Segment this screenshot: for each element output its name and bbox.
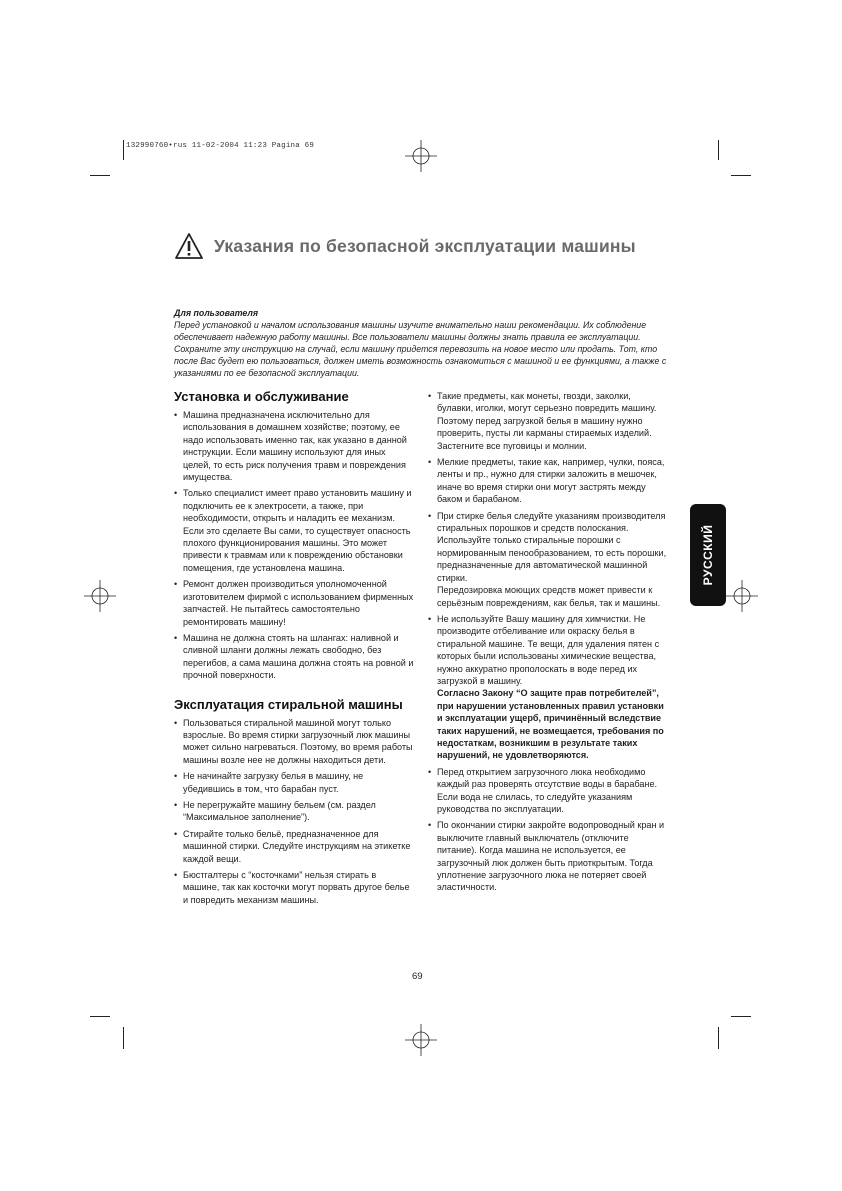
list-item: [174, 799, 414, 824]
section-title-installation: Установка и обслуживание: [174, 389, 349, 404]
bullet-icon: •: [428, 457, 432, 468]
consumer-law-notice: Согласно Закону “О защите прав потребителей”, при нарушении установленных правил установки и эксплуатации ущерб, причинённый вследствие таких нарушений, не возмещается, требования по недостаткам, возникшим в результате таких нарушений, не удовлетворяются.: [437, 688, 664, 761]
print-slug: 132990760•rus 11-02-2004 11:23 Pagina 69: [126, 142, 315, 150]
page-header: [174, 232, 636, 260]
bullet-icon: •: [174, 828, 178, 839]
registration-mark-icon: [726, 580, 758, 612]
list-item-text: При стирке белья следуйте указаниям производителя стиральных порошков и средств полоскания. Используйте только стиральные порошки с нормированным пенообразованием, то есть порошки, предназначенные для автоматической машинной стирки.: [437, 510, 667, 583]
warning-triangle-icon: [174, 232, 204, 260]
registration-mark-icon: [405, 140, 437, 172]
list-item: [174, 828, 414, 865]
list-item-extra: Если это сделаете Вы сами, то существует опасность плохого функционирования машины. Это может привести к травмам или к повреждению обстановки помещения, где установлена машина.: [183, 525, 411, 573]
bullet-icon: •: [428, 613, 432, 624]
bullet-icon: •: [428, 510, 432, 521]
crop-mark-bottom-left-h: [90, 1016, 110, 1017]
list-item-text: Мелкие предметы, такие как, например, чулки, пояса, ленты и пр., нужно для стирки заложить в мешочек, иначе во время стирки они могут застрять между баком и барабаном.: [437, 457, 665, 505]
language-tab: [690, 504, 726, 606]
list-item: [174, 869, 414, 906]
page-number: 69: [412, 971, 423, 982]
list-item-text: Не перегружайте машину бельем (см. раздел “Максимальное заполнение”).: [183, 799, 376, 823]
crop-mark-top-left-h: [90, 175, 110, 176]
bullet-icon: •: [174, 771, 178, 782]
crop-mark-top-left-v: [123, 140, 124, 160]
list-item-extra: Передозировка моющих средств может привести к серьёзным повреждениям, как белья, так и машины.: [437, 585, 661, 608]
list-item-text: Только специалист имеет право установить машину и подключить ее к электросети, а также, при необходимости, открыть и наладить ее механизм.: [183, 488, 412, 524]
list-item-text: Не используйте Вашу машину для химчистки. Не производите отбеливание или окраску белья в стиральной машине. Те вещи, для удаления пятен с которых были использованы химические вещества, нужно аккуратно прополоскать в воде перед их загрузкой в машину.: [437, 613, 660, 686]
list-item: [428, 613, 668, 762]
list-item: [174, 487, 414, 574]
list-item: [174, 770, 414, 795]
bullet-icon: •: [174, 799, 178, 810]
language-tab-label: РУССКИЙ: [701, 524, 715, 586]
section-title-operation: Эксплуатация стиральной машины: [174, 696, 403, 712]
list-item: [428, 456, 668, 506]
bullet-icon: •: [174, 410, 178, 420]
list-item: [428, 390, 668, 452]
bullet-icon: •: [174, 632, 178, 643]
bullet-icon: •: [174, 579, 178, 590]
crop-mark-bottom-left-v: [123, 1027, 124, 1049]
intro-block: [174, 307, 674, 379]
page-title: Указания по безопасной эксплуатации машины: [214, 235, 636, 256]
list-item: [428, 766, 668, 816]
list-item: [428, 510, 668, 609]
list-item-text: Такие предметы, как монеты, гвозди, заколки, булавки, иголки, могут серьезно повредить машину. Поэтому перед загрузкой белья в машину нужно проверить, пусты ли карманы стираемых изделий. Застегните все пуговицы и молнии.: [437, 391, 657, 451]
left-column: [174, 390, 414, 910]
crop-mark-top-right-v: [718, 140, 719, 160]
list-item: [174, 409, 414, 483]
bullet-icon: •: [174, 870, 178, 880]
list-item: [174, 578, 414, 628]
list-item-text: Машина предназначена исключительно для использования в домашнем хозяйстве; поэтому, ее надо использовать именно так, как указано в данной инструкции. Если машину используют для иных целей, то есть риск получения травм и повреждения имущества.: [183, 410, 407, 483]
list-item-text: Перед открытием загрузочного люка необходимо каждый раз проверять отсутствие воды в барабане. Если вода не слилась, то следуйте указаниям руководства по эксплуатации.: [437, 766, 658, 814]
bullet-icon: •: [174, 488, 178, 499]
list-item-text: По окончании стирки закройте водопроводный кран и выключите главный выключатель (отключите питание). Когда машина не используется, ее загрузочный люк должен быть приоткрытым. Тогда уплотнение загрузочного люка не потеряет своей эластичности.: [437, 820, 665, 893]
list-item-text: Бюстгалтеры с “косточками” нельзя стирать в машине, так как косточки могут порвать другое белье и повредить механизм машины.: [183, 870, 410, 905]
list-item: [174, 717, 414, 767]
list-item: [174, 632, 414, 682]
registration-mark-icon: [405, 1024, 437, 1056]
intro-heading: Для пользователя: [174, 308, 259, 318]
list-item-text: Машина не должна стоять на шлангах: наливной и сливной шланги должны лежать свободно, без перегибов, а сама машина должна стоять на ровной и прочной поверхности.: [183, 632, 414, 681]
bullet-icon: •: [428, 391, 432, 401]
list-item-text: Не начинайте загрузку белья в машину, не убедившись в том, что барабан пуст.: [183, 771, 364, 794]
bullet-icon: •: [428, 766, 432, 777]
crop-mark-bottom-right-h: [731, 1016, 751, 1017]
bullet-icon: •: [174, 717, 178, 728]
registration-mark-icon: [84, 580, 116, 612]
right-column: [428, 390, 668, 898]
crop-mark-bottom-right-v: [718, 1027, 719, 1049]
bullet-icon: •: [428, 820, 432, 831]
list-item-text: Ремонт должен производиться уполномоченной изготовителем фирмой с использованием фирменных запчастей. Не пытайтесь самостоятельно ремонтировать машину!: [183, 579, 414, 627]
crop-mark-top-right-h: [731, 175, 751, 176]
list-item: [428, 819, 668, 893]
list-item-text: Стирайте только бельё, предназначенное для машинной стирки. Следуйте инструкциям на этикетке каждой вещи.: [183, 828, 411, 864]
intro-text: Перед установкой и началом использования машины изучите внимательно наши рекомендации. Их соблюдение обеспечивает надежную работу машины. Все пользователи машины должны знать правила ее эксплуатации. Сохраните эту инструкцию на случай, если машину придется перевозить на новое место или продать. Тот, кто после Вас будет ею пользоваться, должен иметь возможность ознакомиться с машиной и ее функциями, а также с указаниями по ее безопасной эксплуатации.: [174, 320, 667, 378]
list-item-text: Пользоваться стиральной машиной могут только взрослые. Во время стирки загрузочный люк машины может сильно нагреваться. Поэтому, во время работы машины возле нее не должны находиться дети.: [183, 717, 413, 765]
